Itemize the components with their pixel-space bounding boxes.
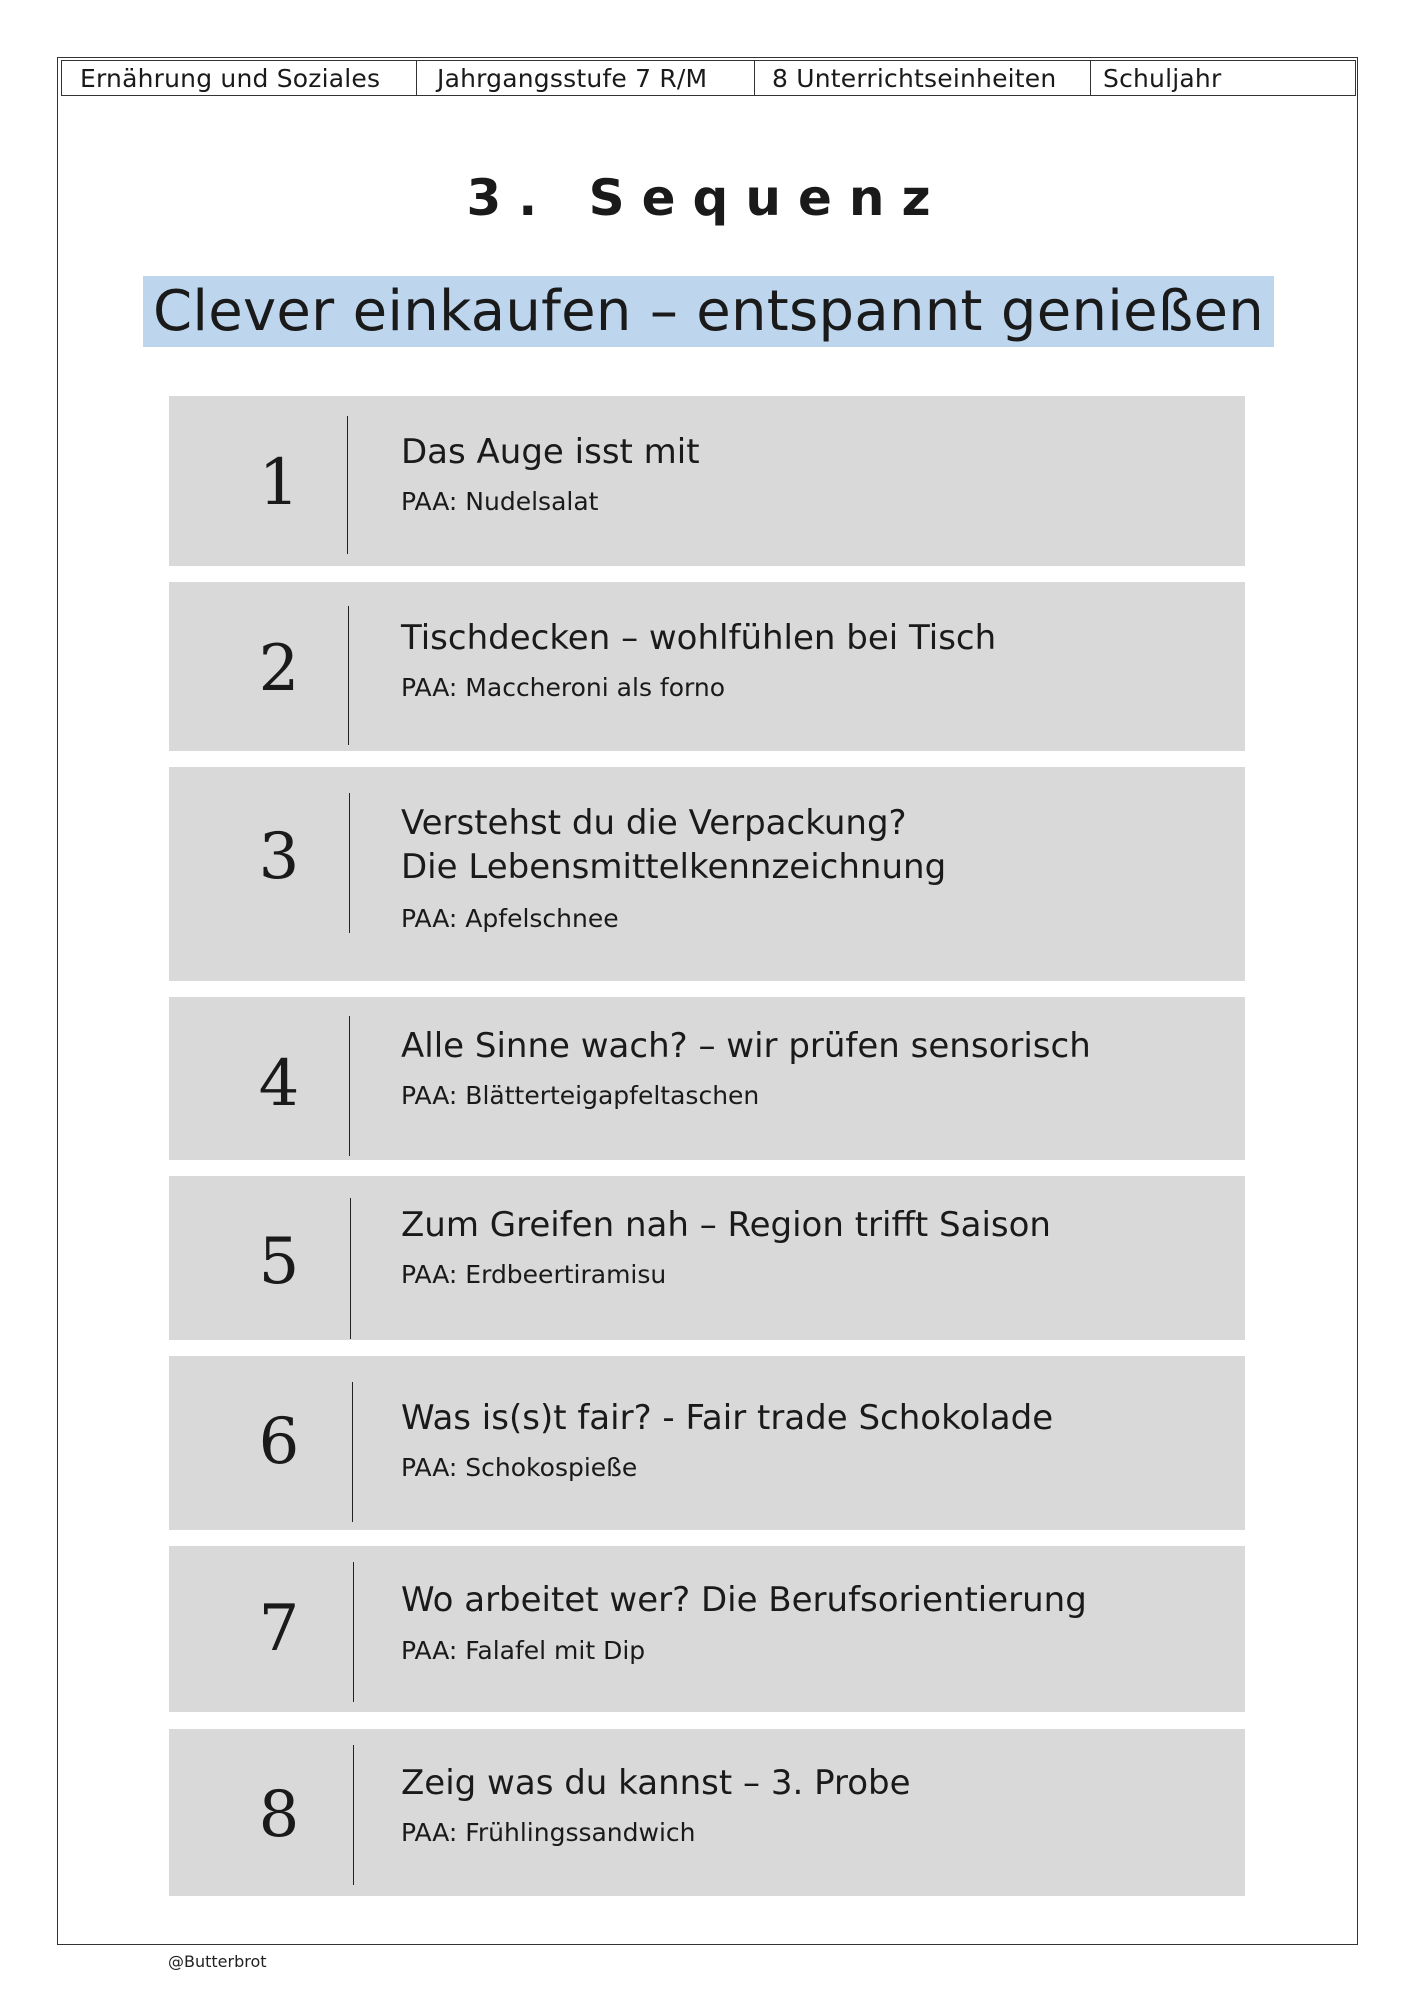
unit-title: Das Auge isst mit — [401, 432, 700, 472]
unit-divider — [353, 1562, 354, 1702]
unit-title: Tischdecken – wohlfühlen bei Tisch — [401, 618, 997, 658]
unit-title: Was is(s)t fair? - Fair trade Schokolade — [401, 1398, 1054, 1438]
unit-card-7 — [169, 1546, 1245, 1712]
unit-divider — [352, 1382, 353, 1522]
unit-number: 7 — [258, 1592, 300, 1666]
unit-paa: PAA: Nudelsalat — [401, 487, 599, 516]
unit-title: Zum Greifen nah – Region trifft Saison — [401, 1205, 1051, 1245]
unit-paa: PAA: Erdbeertiramisu — [401, 1260, 667, 1289]
header-units-count: 8 Unterrichtseinheiten — [755, 61, 1091, 95]
unit-divider — [348, 606, 349, 745]
header-subject: Ernährung und Soziales — [62, 61, 417, 95]
unit-title-line2: Die Lebensmittelkennzeichnung — [401, 847, 947, 887]
unit-paa: PAA: Blätterteigapfeltaschen — [401, 1081, 760, 1110]
page-subtitle: Clever einkaufen – entspannt genießen — [152, 279, 1265, 344]
unit-divider — [350, 1198, 351, 1339]
unit-divider — [349, 793, 350, 933]
footer-credit: @Butterbrot — [168, 1952, 267, 1971]
unit-number: 5 — [258, 1225, 300, 1299]
sequence-title: 3. Sequenz — [466, 169, 948, 227]
unit-divider — [347, 416, 348, 554]
subtitle-highlight — [143, 276, 1274, 347]
header-grade: Jahrgangsstufe 7 R/M — [417, 61, 755, 95]
unit-number: 8 — [258, 1778, 300, 1852]
unit-title: Zeig was du kannst – 3. Probe — [401, 1763, 911, 1803]
unit-paa: PAA: Schokospieße — [401, 1453, 638, 1482]
unit-paa: PAA: Frühlingssandwich — [401, 1818, 696, 1847]
unit-divider — [353, 1745, 354, 1885]
unit-card-3 — [169, 767, 1245, 981]
unit-paa: PAA: Apfelschnee — [401, 904, 619, 933]
unit-title: Alle Sinne wach? – wir prüfen sensorisch — [401, 1026, 1091, 1066]
unit-paa: PAA: Falafel mit Dip — [401, 1636, 646, 1665]
unit-number: 1 — [258, 446, 300, 520]
unit-title: Wo arbeitet wer? Die Berufsorientierung — [401, 1580, 1087, 1620]
unit-card-1 — [169, 396, 1245, 566]
unit-card-4 — [169, 997, 1245, 1160]
unit-card-2 — [169, 582, 1245, 751]
unit-divider — [349, 1016, 350, 1156]
unit-card-8 — [169, 1729, 1245, 1896]
unit-number: 4 — [258, 1047, 300, 1121]
header-school-year: Schuljahr — [1103, 63, 1222, 93]
unit-card-5 — [169, 1176, 1245, 1340]
header-table — [61, 60, 1356, 96]
unit-number: 6 — [258, 1405, 300, 1479]
unit-number: 2 — [258, 632, 300, 706]
unit-number: 3 — [258, 820, 300, 894]
unit-title: Verstehst du die Verpackung? — [401, 803, 907, 843]
unit-card-6 — [169, 1356, 1245, 1530]
unit-paa: PAA: Maccheroni als forno — [401, 673, 725, 702]
